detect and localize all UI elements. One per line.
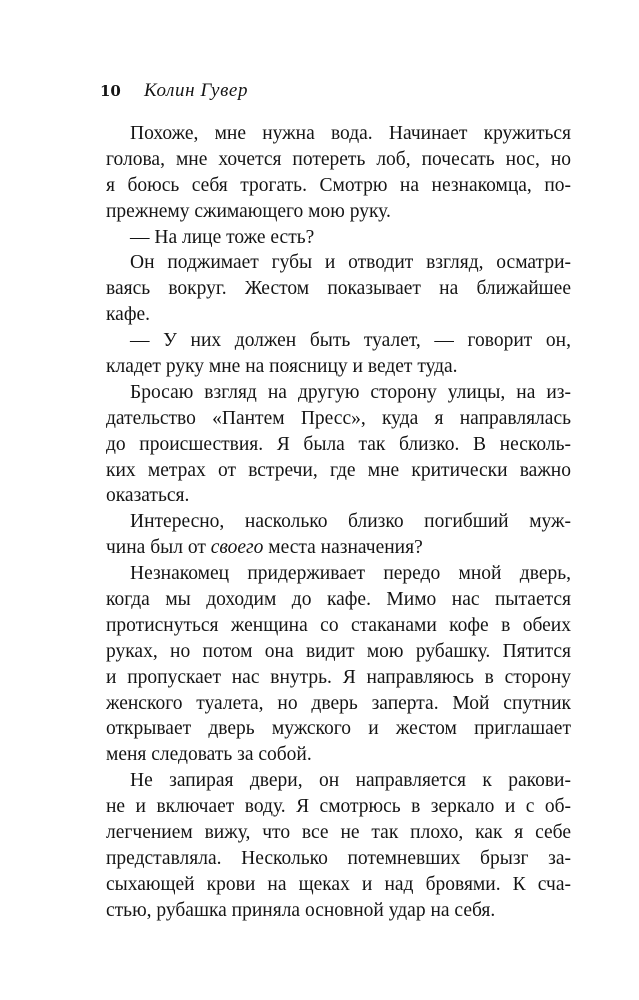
text-line: прежнему сжимающего мою руку.: [106, 200, 391, 222]
text-line: руках, но потом она видит мою рубашку. Пятится: [106, 640, 571, 662]
text-line: голова, мне хочется потереть лоб, почесать нос, но: [106, 148, 571, 170]
emphasized-word: своего: [210, 537, 264, 559]
text-line: открывает дверь мужского и жестом приглашает: [106, 718, 571, 740]
running-header: [100, 78, 248, 104]
text-line: оказаться.: [106, 485, 190, 507]
text-line: когда мы доходим до кафе. Мимо нас пытается: [106, 589, 571, 611]
text-line: — У них должен быть туалет, — говорит он,: [130, 330, 571, 352]
text-line: Он поджимает губы и отводит взгляд, осматри-: [130, 252, 571, 274]
text-line: не и включает воду. Я смотрюсь в зеркало и с об-: [106, 796, 571, 818]
text-line: и пропускает нас внутрь. Я направляюсь в сторону: [106, 666, 571, 688]
text-line: протиснуться женщина со стаканами кофе в обеих: [106, 614, 571, 636]
body-text: [106, 121, 571, 924]
text-line: представляла. Несколько потемневших брызг за-: [106, 847, 571, 869]
text-line: Похоже, мне нужна вода. Начинает кружиться: [130, 123, 571, 144]
text-line: стью, рубашка приняла основной удар на себя.: [106, 899, 496, 921]
text-line: [106, 535, 571, 561]
author-name: Колин Гувер: [143, 80, 249, 101]
text-line: легчением вижу, что все не так плохо, как я себе: [106, 822, 571, 844]
text-line: дательство «Пантем Пресс», куда я направлялась: [106, 407, 571, 429]
text-line: меня следовать за собой.: [106, 744, 312, 766]
text-line: сыхающей крови на щеках и над бровями. К сча-: [106, 873, 571, 895]
text-line: Не запирая двери, он направляется к ракови-: [130, 770, 571, 792]
text-line: Незнакомец придерживает передо мной дверь,: [130, 563, 571, 585]
text-line: — На лице тоже есть?: [130, 226, 315, 248]
text-fragment: места назначения?: [268, 537, 423, 559]
page-number: 10: [100, 82, 121, 100]
text-line: женского туалета, но дверь заперта. Мой спутник: [106, 692, 571, 714]
text-line: до происшествия. Я была так близко. В несколь-: [106, 433, 571, 455]
text-line: ких метрах от встречи, где мне критически важно: [106, 459, 571, 481]
text-line: Бросаю взгляд на другую сторону улицы, на из-: [130, 381, 571, 403]
text-line: я боюсь себя трогать. Смотрю на незнакомца, по-: [106, 174, 571, 196]
text-line: кафе.: [106, 304, 150, 326]
text-fragment: чина был от: [106, 537, 206, 559]
text-line: Интересно, насколько близко погибший муж-: [130, 511, 571, 533]
text-line: кладет руку мне на поясницу и ведет туда.: [106, 356, 458, 378]
text-line: ваясь вокруг. Жестом показывает на ближайшее: [106, 278, 571, 300]
